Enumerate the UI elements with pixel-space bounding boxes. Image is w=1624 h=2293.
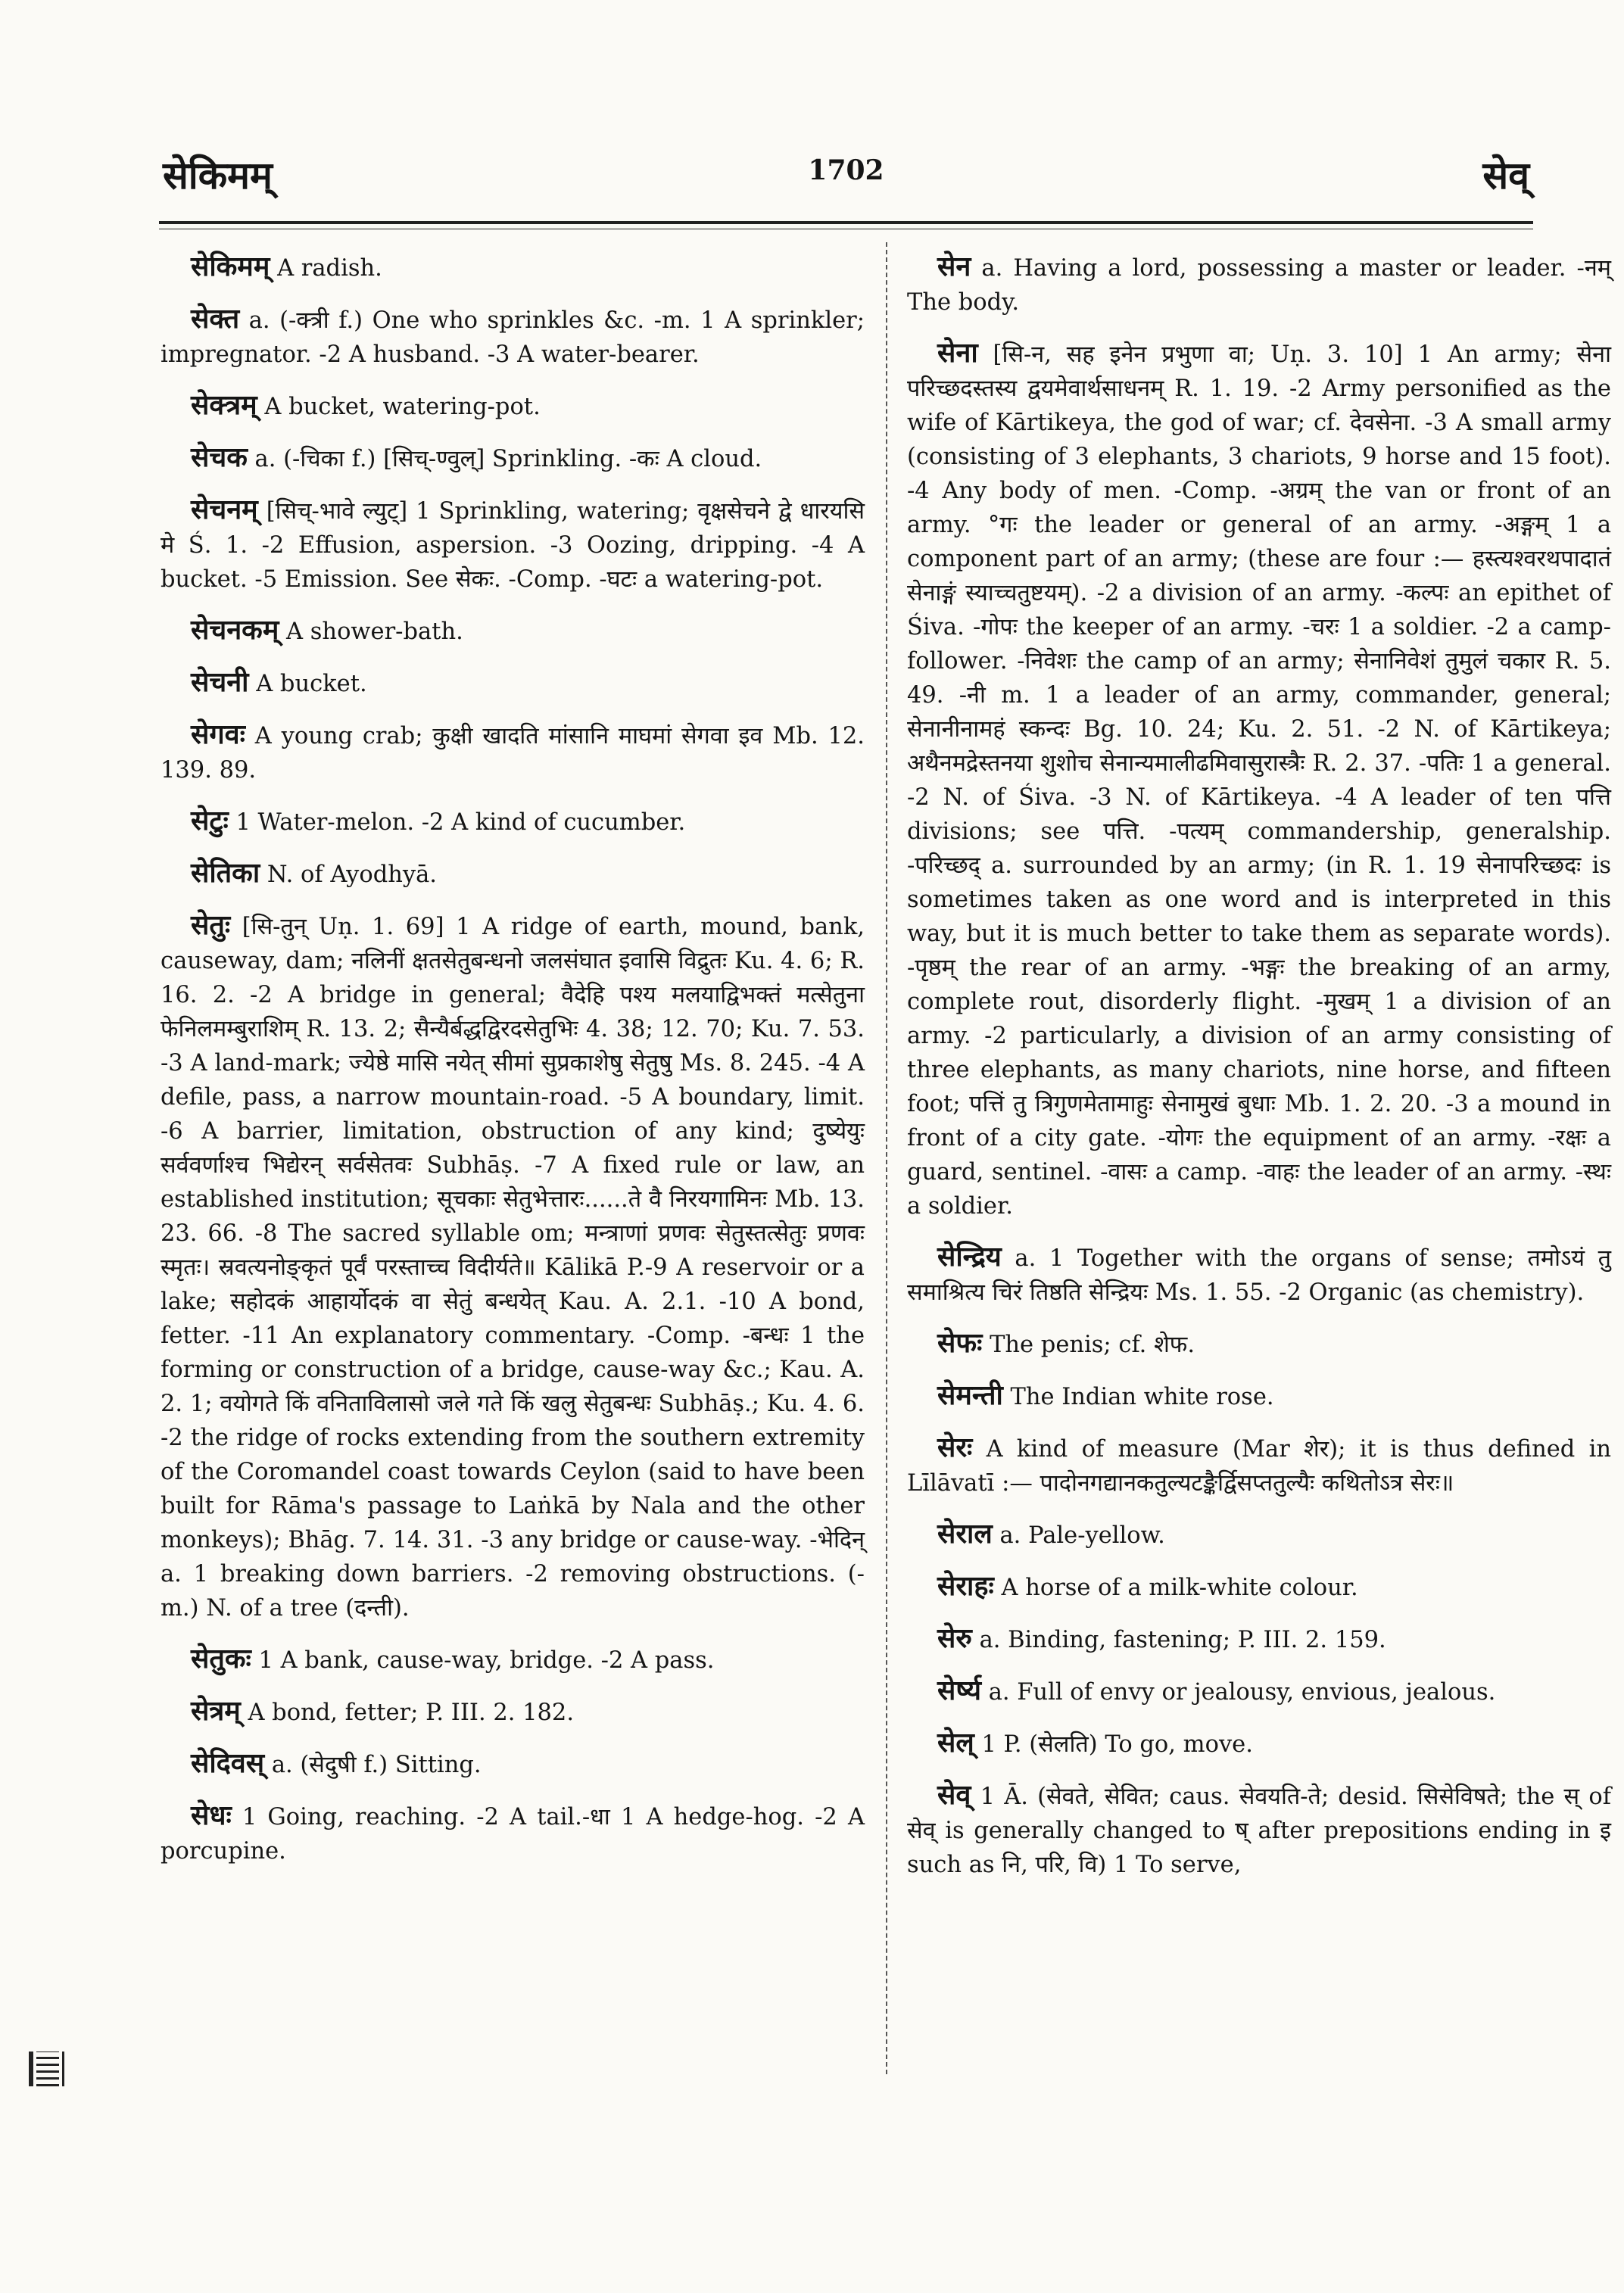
- header-right-word: सेव्: [1482, 153, 1529, 198]
- dictionary-entry: [161, 302, 865, 372]
- dictionary-entry: [161, 1799, 865, 1868]
- entry-definition: 1 P. (सेलति) To go, move.: [974, 1731, 1253, 1758]
- binding-mark: [29, 2052, 64, 2086]
- entry-headword: सेत्रम्: [191, 1695, 241, 1727]
- dictionary-entry: [907, 1431, 1611, 1500]
- dictionary-entry: [161, 493, 865, 597]
- entry-headword: सेक्त्रम्: [191, 389, 257, 421]
- entry-headword: सेर्ष्य: [937, 1675, 981, 1706]
- entry-definition: A bond, fetter; P. III. 2. 182.: [240, 1699, 575, 1726]
- entry-definition: A horse of a milk-white colour.: [993, 1575, 1358, 1601]
- entry-headword: सेधः: [191, 1799, 232, 1831]
- entry-definition: a. (सेदुषी f.) Sitting.: [264, 1752, 482, 1778]
- dictionary-entry: [161, 441, 865, 476]
- header-rule: [159, 221, 1533, 229]
- entry-headword: सेकिमम्: [191, 251, 270, 282]
- entry-headword: सेतिका: [191, 857, 260, 889]
- dictionary-entry: [161, 388, 865, 424]
- entry-headword: सेगवः: [191, 718, 245, 750]
- entry-headword: सेचनी: [191, 666, 249, 698]
- entry-definition: The penis; cf. शेफ.: [982, 1332, 1195, 1358]
- header-left-word: सेकिमम्: [163, 153, 273, 198]
- entry-headword: सेमन्ती: [937, 1379, 1003, 1411]
- dictionary-entry: [907, 1379, 1611, 1414]
- entry-headword: सेफः: [937, 1327, 983, 1359]
- entry-headword: सेदिवस्: [191, 1747, 265, 1779]
- entry-headword: सेतुकः: [191, 1643, 251, 1675]
- entry-definition: 1 Going, reaching. -2 A tail.-धा 1 A hedge-hog. -2 A porcupine.: [161, 1804, 865, 1865]
- entry-definition: A kind of measure (Mar शेर); it is thus defined in Līlāvatī :— पादोनगद्यानकतुल्यटङ्कैर्द्विसप्ततुल्यैः कथितोऽत्र सेरः॥: [907, 1436, 1611, 1497]
- entry-definition: 1 A bank, cause-way, bridge. -2 A pass.: [251, 1647, 715, 1674]
- entry-headword: सेचनम्: [191, 494, 258, 525]
- entry-headword: सेन: [937, 251, 971, 282]
- entry-definition: A bucket.: [248, 671, 367, 697]
- entry-headword: सेतुः: [191, 909, 231, 941]
- entry-headword: सेव्: [937, 1779, 971, 1811]
- dictionary-entry: [161, 1746, 865, 1782]
- dictionary-entry: [907, 1240, 1611, 1310]
- entry-definition: a. Having a lord, possessing a master or leader. -नम् The body.: [907, 255, 1611, 316]
- entry-definition: 1 Ā. (सेवते, सेवित; caus. सेवयति-ते; desid. सिसेविषते; the स् of सेव् is generally changed to ष् after prepositions ending in इ such as नि, परि, वि) 1 To serve,: [907, 1784, 1611, 1878]
- entry-headword: सेराहः: [937, 1570, 994, 1602]
- dictionary-entry: [161, 250, 865, 285]
- dictionary-entry: [907, 1674, 1611, 1709]
- entry-headword: सेटुः: [191, 805, 229, 837]
- dictionary-entry: [161, 665, 865, 701]
- entry-definition: a. 1 Together with the organs of sense; तमोऽयं तु समाश्रित्य चिरं तिष्ठति सेन्द्रियः Ms. 1. 55. -2 Organic (as chemistry).: [907, 1245, 1611, 1306]
- entry-definition: a. (-चिका f.) [सिच्-ण्वुल्] Sprinkling. -कः A cloud.: [247, 446, 762, 472]
- entry-definition: The Indian white rose.: [1002, 1384, 1274, 1410]
- dictionary-entry: [907, 1326, 1611, 1362]
- dictionary-entry: [161, 718, 865, 787]
- dictionary-entry: [907, 1778, 1611, 1882]
- entry-headword: सेना: [937, 337, 978, 369]
- dictionary-entry: [161, 1642, 865, 1678]
- dictionary-entry: [161, 1694, 865, 1730]
- left-column: [161, 250, 865, 1885]
- dictionary-entry: [161, 908, 865, 1625]
- entry-headword: सेल्: [937, 1727, 974, 1759]
- dictionary-entry: [161, 804, 865, 840]
- entry-headword: सेराल: [937, 1518, 993, 1550]
- entry-definition: A bucket, watering-pot.: [257, 394, 541, 420]
- dictionary-entry: [907, 1726, 1611, 1762]
- dictionary-entry: [907, 1622, 1611, 1657]
- page-header: [163, 148, 1529, 201]
- dictionary-entry: [907, 1517, 1611, 1553]
- entry-headword: सेरः: [937, 1432, 973, 1463]
- entry-headword: सेचनकम्: [191, 614, 279, 646]
- entry-definition: A young crab; कुक्षी खादति मांसानि माघमां सेगवा इव Mb. 12. 139. 89.: [161, 723, 865, 784]
- column-divider: [886, 242, 887, 2074]
- entry-definition: a. Binding, fastening; P. III. 2. 159.: [971, 1627, 1386, 1653]
- entry-headword: सेक्त: [191, 303, 240, 335]
- entry-definition: [सि-न, सह इनेन प्रभुणा वा; Uṇ. 3. 10] 1 An army; सेना परिच्छदस्तस्य द्वयमेवार्थसाधनम् R. 1. 19. -2 Army personified as the wife of Kārtikeya, the god of war; cf. देवसेना. -3 A small army (consisting of 3 elephants, 3 chariots, 9 horse and 15 foot). -4 Any body of men. -Comp. -अग्रम् the van or front of an army. °गः the leader or general of an army. -अङ्गम् 1 a component part of an army; (these are four :— हस्त्यश्वरथपादातं सेनाङ्गं स्याच्चतुष्टयम्). -2 a division of an army. -कल्पः an epithet of Śiva. -गोपः the keeper of an army. -चरः 1 a soldier. -2 a camp-follower. -निवेशः the camp of an army; सेनानिवेशं तुमुलं चकार R. 5. 49. -नी m. 1 a leader of an army, commander, general; सेनानीनामहं स्कन्दः Bg. 10. 24; Ku. 2. 51. -2 N. of Kārtikeya; अथैनमद्रेस्तनया शुशोच सेनान्यमालीढमिवासुरास्त्रैः R. 2. 37. -पतिः 1 a general. -2 N. of Śiva. -3 N. of Kārtikeya. -4 A leader of ten पत्ति divisions; see पत्ति. -पत्यम् commandership, generalship. -परिच्छद् a. surrounded by an army; (in R. 1. 19 सेनापरिच्छदः is sometimes taken as one word and is interpreted in this way, but it is much better to take them as separate words). -पृष्ठम् the rear of an army. -भङ्गः the breaking of an army, complete rout, disorderly flight. -मुखम् 1 a division of an army. -2 particularly, a division of an army consisting of three elephants, as many chariots, nine horse, and fifteen foot; पत्तिं तु त्रिगुणमेतामाहुः सेनामुखं बुधाः Mb. 1. 2. 20. -3 a mound in front of a city gate. -योगः the equipment of an army. -रक्षः a guard, sentinel. -वासः a camp. -वाहः the leader of an army. -स्थः a soldier.: [907, 341, 1611, 1220]
- dictionary-entry: [907, 336, 1611, 1223]
- dictionary-entry: [907, 250, 1611, 319]
- entry-definition: [सि-तुन् Uṇ. 1. 69] 1 A ridge of earth, mound, bank, causeway, dam; नलिनीं क्षतसेतुबन्धनो जलसंघात इवासि विद्रुतः Ku. 4. 6; R. 16. 2. -2 A bridge in general; वैदेहि पश्य मलयाद्विभक्तं मत्सेतुना फेनिलमम्बुराशिम् R. 13. 2; सैन्यैर्बद्धद्विरदसेतुभिः 4. 38; 12. 70; Ku. 7. 53. -3 A land-mark; ज्येष्ठे मासि नयेत् सीमां सुप्रकाशेषु सेतुषु Ms. 8. 245. -4 A defile, pass, a narrow mountain-road. -5 A boundary, limit. -6 A barrier, limitation, obstruction of any kind; दुष्येयुः सर्ववर्णाश्च भिद्येरन् सर्वसेतवः Subhāṣ. -7 A fixed rule or law, an established institution; सूचकाः सेतुभेत्तारः......ते वै निरयगामिनः Mb. 13. 23. 66. -8 The sacred syllable om; मन्त्राणां प्रणवः सेतुस्तत्सेतुः प्रणवः स्मृतः। स्रवत्यनोङ्कृतं पूर्वं परस्ताच्च विदीर्यते॥ Kālikā P.-9 A reservoir or a lake; सहोदकं आहार्योदकं वा सेतुं बन्धयेत् Kau. A. 2.1. -10 A bond, fetter. -11 An explanatory commentary. -Comp. -बन्धः 1 the forming or construction of a bridge, cause-way &c.; Kau. A. 2. 1; वयोगते किं वनिताविलासो जले गते किं खलु सेतुबन्धः Subhāṣ.; Ku. 4. 6. -2 the ridge of rocks extending from the southern extremity of the Coromandel coast towards Ceylon (said to have been built for Rāma's passage to Laṅkā by Nala and the other monkeys); Bhāg. 7. 14. 31. -3 any bridge or cause-way. -भेदिन् a. 1 breaking down barriers. -2 removing obstructions. (-m.) N. of a tree (दन्ती).: [161, 914, 865, 1622]
- dictionary-entry: [907, 1569, 1611, 1605]
- entry-headword: सेरु: [937, 1622, 972, 1654]
- right-column: [907, 250, 1611, 1899]
- entry-definition: 1 Water-melon. -2 A kind of cucumber.: [228, 809, 686, 836]
- entry-definition: a. (-क्त्री f.) One who sprinkles &c. -m. 1 A sprinkler; impregnator. -2 A husband. -3 A water-bearer.: [161, 307, 865, 368]
- dictionary-entry: [161, 856, 865, 892]
- entry-definition: A radish.: [270, 255, 382, 282]
- entry-headword: सेचक: [191, 441, 248, 473]
- entry-definition: A shower-bath.: [279, 618, 463, 645]
- entry-headword: सेन्द्रिय: [937, 1241, 1002, 1273]
- entry-definition: a. Pale-yellow.: [992, 1522, 1165, 1549]
- dictionary-entry: [161, 613, 865, 649]
- entry-definition: N. of Ayodhyā.: [260, 861, 437, 888]
- entry-definition: a. Full of envy or jealousy, envious, jealous.: [981, 1679, 1496, 1706]
- page-number: 1702: [808, 154, 884, 186]
- entry-definition: [सिच्-भावे ल्युट्] 1 Sprinkling, watering; वृक्षसेचने द्वे धारयसि मे Ś. 1. -2 Effusion, aspersion. -3 Oozing, dripping. -4 A bucket. -5 Emission. See सेकः. -Comp. -घटः a watering-pot.: [161, 498, 865, 593]
